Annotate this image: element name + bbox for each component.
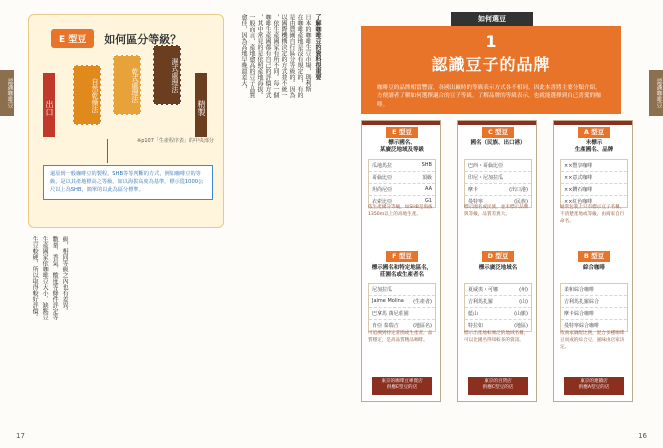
list-item: Jaime Molina (生產者) [369,296,435,308]
list-item: 衣索比亞 G1 [372,198,432,205]
list-item: ××意式咖啡 [561,172,627,184]
list-item: 吉利馬扎羅 (山) [465,296,531,308]
diagram-caption: ※p107「生產程序表」的中央部分 [137,138,214,144]
arrow-icon [107,139,108,163]
diagram-note: 還原到一般咖啡豆的製程。SHB等等判斷的方式，例如咖啡豆的等級，是以其產地標高之等級，如以海拔高度為基準，標示從1000公尺以上為SHB，簡單的以此為區分標準。 [43,165,213,200]
grade-badge: E 型豆 [51,29,94,48]
text-col-6: 咖啡生產國都有自己的評價方式 [264,14,271,98]
grade-list [368,159,436,208]
grade-label: 未標示 生產國名、品牌 [574,140,614,153]
sub-grade-label: 綜合咖啡 [582,265,605,271]
text-col-5: ，依生產國家有所不同。每一個 [272,14,279,98]
left-page [0,0,331,448]
list-item: 肯亞 泰瑞吉 (地區名) [372,323,432,329]
grade-tag: A 型豆 [578,127,610,138]
side-tab-left: 認識咖啡豆 [0,70,14,116]
flow-end: 精製 [195,73,207,137]
list-item: 尼加拉瓜 [369,284,435,296]
flow-start: 出口 [43,73,55,137]
list-item: 坦尚尼亞 AA [369,184,435,196]
sub-grade-list [368,283,436,332]
grade-list [464,159,532,208]
list-item: 巴拿馬 萬尼莊園 [369,308,435,320]
list-item: 特拉如 (地區) [468,323,528,329]
text-col-9: 愈佳，因為高地早晚溫差大， [240,14,247,92]
grading-diagram [28,14,224,228]
text-col-8: 一般而言，產地愈高的豆子品質 [248,14,255,98]
flow-step-dry: 乾式處理法 [113,55,141,115]
flow-step-natural: 自然乾燥法 [73,65,101,125]
section-description: 咖啡豆的品牌相當豐富，各國出廠時的等級表示方式各不相同。因此本書將主要分類介紹，方便讀者了解如何選擇適合的豆子等級。了解品牌的等級表示，也就能選擇到自己喜愛的咖啡。 [377,85,601,108]
page-number-left: 17 [16,432,25,440]
panel-footer: 東京的連鎖店 供應A型豆的店 [564,377,624,395]
sub-grade-note: 可追溯到特定莊園或生產者，品質穩定，是高品質精品咖啡。 [368,331,433,343]
page-number-right: 16 [638,432,647,440]
sub-grade-note: 標示出產地較廣泛的地域名稱，可以比國名得知較多的資訊。 [464,331,529,343]
text-col-3: 是由農園自行區分等級的。因為 [288,14,295,98]
grade-label: 標示國名、 某廣泛地域及等級 [379,140,424,153]
text-col-7: ，其中常見的是依照產地海拔。 [256,14,263,98]
flow-step-wet: 濕式處理法 [153,45,181,105]
side-tab-right: 認識咖啡豆 [649,70,663,116]
section-title: 認識豆子的品牌 [431,55,551,74]
sub-grade-tag: D 型豆 [482,251,514,262]
text-col-13: 級，相同等級之內也有差異。 [61,236,69,314]
grade-note: 通常包裝上只有標示豆子名稱，不清楚產地或等級，由商家自行命名。 [560,205,625,224]
panel-grade-e [361,120,441,402]
panel-footer: 東京的百貨店 供應C型豆的店 [468,377,528,395]
grade-tag: C 型豆 [482,127,514,138]
sub-grade-tag: B 型豆 [578,251,610,262]
section-number: 1 [485,32,497,51]
sub-grade-list [560,283,628,332]
list-item: ××紅色咖啡 [564,199,593,205]
panel-footer: 東京的咖啡豆專賣店 供應E型豆的店 [372,377,432,395]
grade-note: 標示國名或民族，並未標示品牌與等級，品質差異大。 [464,205,529,217]
list-item: 曼特寧綜合咖啡 [564,323,600,329]
sub-grade-note: 依商家調配比例，混合多種咖啡豆而成的綜合豆，風味由店家決定。 [560,331,625,350]
diagram-title: 如何區分等級？ [104,32,182,46]
list-item: 巴西・哥倫比亞 [465,160,531,172]
panel-grade-a [553,120,633,402]
list-item: 瓜地馬拉 SHB [369,160,435,172]
text-col-1: 日本的咖啡生豆市場，瑪利斯 [304,14,311,92]
grade-label: 國名（民族、出口港） [470,140,526,146]
list-item: 摩卡綜合咖啡 [561,308,627,320]
list-item: 藍山 (山脈) [465,308,531,320]
sub-grade-label: 標示國名和特定地區名， 莊園名或生產者名 [371,265,433,278]
sub-grade-list [464,283,532,332]
text-col-2: 在咖啡產地是沒有規定的，有的 [296,14,303,98]
section-banner: 如何選豆 [451,12,533,26]
panel-grade-c [457,120,537,402]
text-col-10: 生豆較硬，所以取得較好評價。 [31,236,39,320]
list-item: 印尼・尼加拉瓜 [465,172,531,184]
list-item: ××豐享咖啡 [561,160,627,172]
text-col-0: 了解咖啡豆的資料很重要 [314,14,321,80]
text-col-4: 以國際機構決定的方式並不統一 [280,14,287,98]
text-col-11: 生產國家依咖啡豆大小、缺點豆 [41,236,49,320]
sub-grade-label: 標示廣泛地域名 [478,265,518,271]
list-item: 摩卡 (出口港) [465,184,531,196]
right-page [331,0,663,448]
grade-tag: E 型豆 [386,127,418,138]
list-item: 夏威夷・可娜 (州) [465,284,531,296]
list-item: 柔和綜合咖啡 [561,284,627,296]
list-item: 哥倫比亞 頂級 [369,172,435,184]
section-header [361,26,621,114]
sub-grade-tag: F 型豆 [386,251,418,262]
list-item: 曼特寧 (民族) [468,199,528,205]
grade-note: 依生產國分等級，如SHB是海拔1350m以上的高地生產。 [368,205,433,217]
grade-list [560,159,628,208]
text-col-12: 數量、香氣、酸度等條件評定等 [51,236,59,320]
list-item: 吉利馬扎羅綜合 [561,296,627,308]
list-item: ××鑽石咖啡 [561,184,627,196]
